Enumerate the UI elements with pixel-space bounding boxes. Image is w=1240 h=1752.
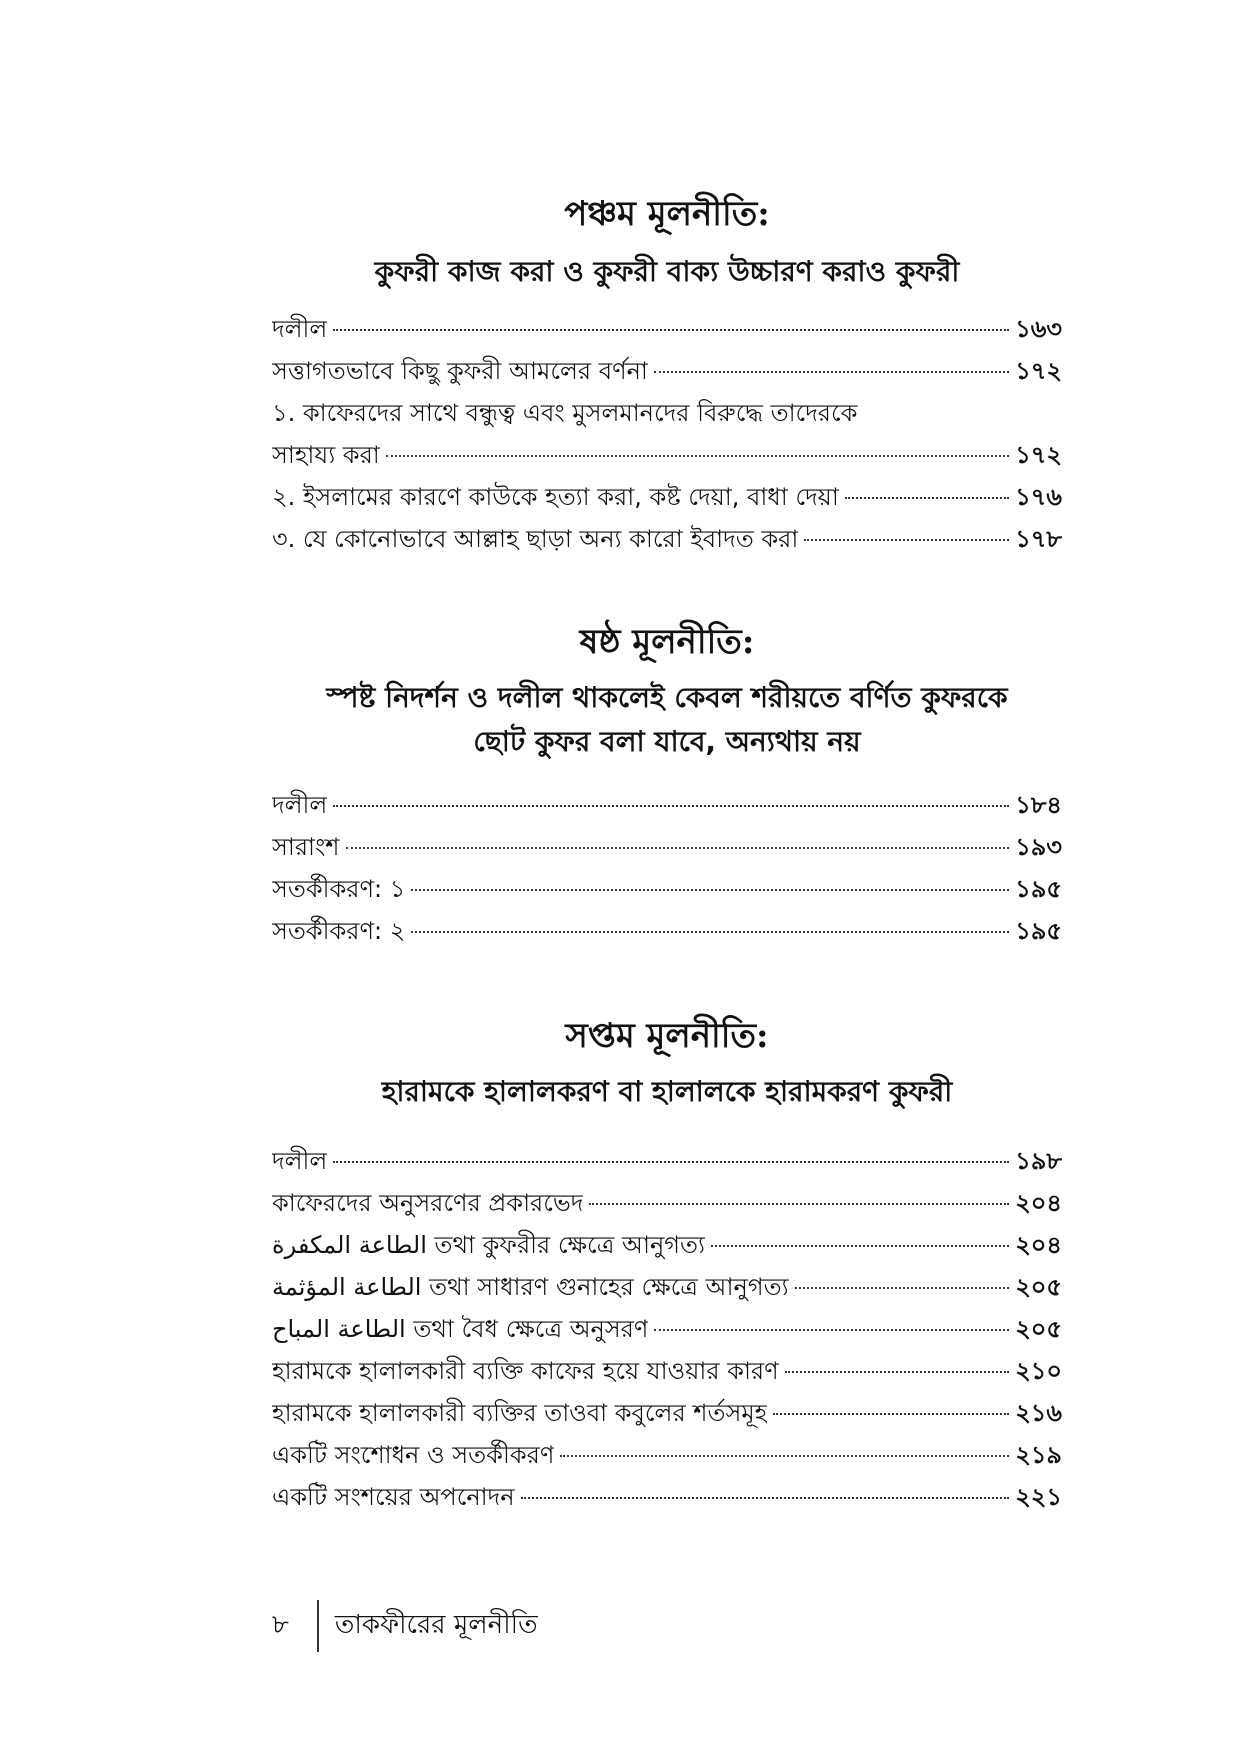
toc-entry[interactable]: দলীল ১৮৪ xyxy=(272,784,1062,826)
dot-leader xyxy=(333,805,1009,807)
dot-leader xyxy=(845,497,1009,499)
toc-entry[interactable]: হারামকে হালালকারী ব্যক্তি কাফের হয়ে যাওয়ার কারণ ২১০ xyxy=(272,1350,1062,1392)
section-subtitle: স্পষ্ট নিদর্শন ও দলীল থাকলেই কেবল শরীয়তে বর্ণিত কুফরকে xyxy=(326,681,1008,714)
dot-leader xyxy=(333,329,1009,331)
dot-leader xyxy=(785,1371,1010,1373)
toc-entry[interactable]: দলীল ১৯৮ xyxy=(272,1140,1062,1182)
footer-book-title: তাকফীরের মূলনীতি xyxy=(334,1610,538,1640)
dot-leader xyxy=(804,539,1009,541)
footer-divider xyxy=(317,1600,319,1652)
toc-entry[interactable]: ৩. যে কোনোভাবে আল্লাহ ছাড়া অন্য কারো ইবাদত করা ১৭৮ xyxy=(272,518,1062,560)
page-number: ২০৫ xyxy=(1015,1273,1062,1301)
section-subtitle: কুফরী কাজ করা ও কুফরী বাক্য উচ্চারণ করাও কুফরী xyxy=(374,255,960,288)
toc-entry[interactable]: একটি সংশয়ের অপনোদন ২২১ xyxy=(272,1476,1062,1518)
toc-list xyxy=(272,1140,1062,1518)
toc-entry[interactable]: الطاعة المؤثمة তথা সাধারণ গুনাহের ক্ষেত্রে আনুগত্য ২০৫ xyxy=(272,1266,1062,1308)
page-number: ১৯৮ xyxy=(1015,1147,1062,1175)
dot-leader xyxy=(795,1287,1010,1289)
toc-entry[interactable]: সতর্কীকরণ: ২ ১৯৫ xyxy=(272,910,1062,952)
section-subtitle: হারামকে হালালকরণ বা হালালকে হারামকরণ কুফরী xyxy=(381,1075,953,1108)
page-number: ২১০ xyxy=(1015,1357,1062,1385)
page-number: ১৯৫ xyxy=(1015,875,1062,903)
footer-page-number: ৮ xyxy=(272,1610,289,1640)
dot-leader xyxy=(654,371,1009,373)
section-sixth-principle xyxy=(272,620,1062,952)
dot-leader xyxy=(521,1497,1010,1499)
toc-entry[interactable]: দলীল ১৬৩ xyxy=(272,308,1062,350)
section-seventh-principle xyxy=(272,1014,1062,1518)
dot-leader xyxy=(411,931,1009,933)
dot-leader xyxy=(589,1203,1009,1205)
page-number: ২০৪ xyxy=(1015,1189,1062,1217)
dot-leader xyxy=(654,1329,1009,1331)
toc-list xyxy=(272,308,1062,560)
toc-entry[interactable]: হারামকে হালালকারী ব্যক্তির তাওবা কবুলের শর্তসমূহ ২১৬ xyxy=(272,1392,1062,1434)
toc-list xyxy=(272,784,1062,952)
page-number: ২১৬ xyxy=(1015,1399,1062,1427)
section-subtitle-line-2: ছোট কুফর বলা যাবে, অন্যথায় নয় xyxy=(473,725,861,758)
section-title: সপ্তম মূলনীতি: xyxy=(565,1016,769,1056)
toc-entry[interactable]: সারাংশ ১৯৩ xyxy=(272,826,1062,868)
toc-entry[interactable]: ২. ইসলামের কারণে কাউকে হত্যা করা, কষ্ট দেয়া, বাধা দেয়া ১৭৬ xyxy=(272,476,1062,518)
page-number: ১৭৮ xyxy=(1015,525,1062,553)
page-footer xyxy=(272,1600,538,1652)
page-number: ১৭৬ xyxy=(1015,483,1062,511)
dot-leader xyxy=(411,889,1009,891)
page-number: ১৯৩ xyxy=(1015,833,1062,861)
toc-entry[interactable]: একটি সংশোধন ও সতর্কীকরণ ২১৯ xyxy=(272,1434,1062,1476)
page-number: ১৮৪ xyxy=(1015,791,1062,819)
page-number: ১৭২ xyxy=(1015,357,1062,385)
toc-entry[interactable]: সাহায্য করা ১৭২ xyxy=(272,434,1062,476)
dot-leader xyxy=(386,455,1009,457)
page-number: ২২১ xyxy=(1015,1483,1062,1511)
section-title: পঞ্চম মূলনীতি: xyxy=(564,194,770,234)
toc-entry[interactable]: সতর্কীকরণ: ১ ১৯৫ xyxy=(272,868,1062,910)
page-number: ১৯৫ xyxy=(1015,917,1062,945)
page-number: ২১৯ xyxy=(1015,1441,1062,1469)
section-title: ষষ্ঠ মূলনীতি: xyxy=(579,622,755,662)
section-fifth-principle xyxy=(272,192,1062,560)
dot-leader xyxy=(711,1245,1009,1247)
dot-leader xyxy=(346,847,1010,849)
toc-entry[interactable]: কাফেরদের অনুসরণের প্রকারভেদ ২০৪ xyxy=(272,1182,1062,1224)
toc-entry-line: ১. কাফেরদের সাথে বন্ধুত্ব এবং মুসলমানদের বিরুদ্ধে তাদেরকে xyxy=(272,399,858,427)
page-number: ২০৫ xyxy=(1015,1315,1062,1343)
page-number: ২০৪ xyxy=(1015,1231,1062,1259)
dot-leader xyxy=(773,1413,1009,1415)
page-number: ১৬৩ xyxy=(1015,315,1062,343)
toc-entry[interactable]: الطاعة المباح তথা বৈধ ক্ষেত্রে অনুসরণ ২০৫ xyxy=(272,1308,1062,1350)
page-number: ১৭২ xyxy=(1015,441,1062,469)
toc-entry[interactable]: সত্তাগতভাবে কিছু কুফরী আমলের বর্ণনা ১৭২ xyxy=(272,350,1062,392)
dot-leader xyxy=(560,1455,1009,1457)
dot-leader xyxy=(333,1161,1009,1163)
toc-entry[interactable]: الطاعة المكفرة তথা কুফরীর ক্ষেত্রে আনুগত্য ২০৪ xyxy=(272,1224,1062,1266)
